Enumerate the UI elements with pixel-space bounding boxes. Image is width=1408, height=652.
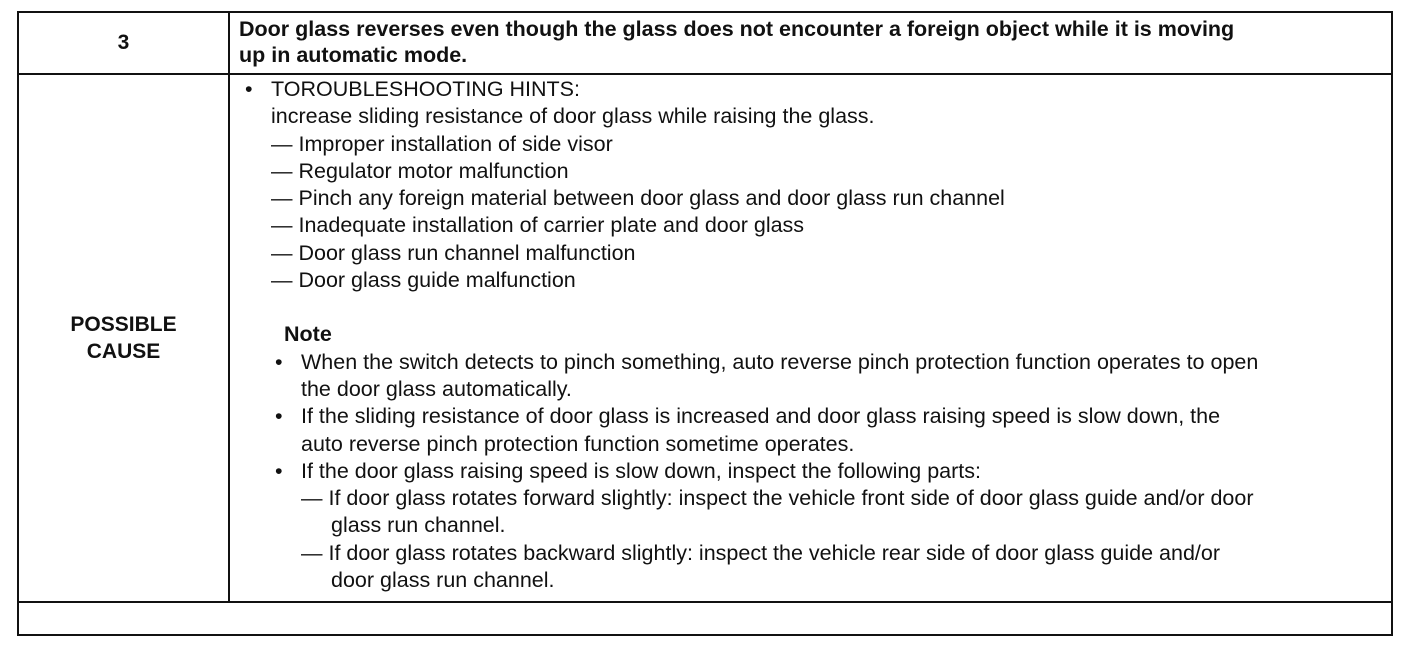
- note-item-line: auto reverse pinch protection function sometime operates.: [301, 431, 855, 456]
- bullet-icon: •: [275, 458, 283, 483]
- note-subitem-line: door glass run channel.: [331, 568, 555, 593]
- note-item-line: If the sliding resistance of door glass is increased and door glass raising speed is slow down, the: [301, 404, 1221, 429]
- bullet-icon: •: [275, 404, 283, 429]
- note-item-line: If the door glass raising speed is slow down, inspect the following parts:: [301, 458, 982, 483]
- symptom-title-line: up in automatic mode.: [239, 43, 468, 67]
- hint-item: — Door glass run channel malfunction: [271, 240, 636, 265]
- hint-item: — Improper installation of side visor: [271, 131, 613, 156]
- hint-item: — Pinch any foreign material between door glass and door glass run channel: [271, 186, 1005, 211]
- note-subitem-line: — If door glass rotates forward slightly: inspect the vehicle front side of door glass guide and/or door: [301, 486, 1254, 511]
- note-subitem-line: — If door glass rotates backward slightly: inspect the vehicle rear side of door glass guide and/or: [301, 540, 1221, 565]
- hints-intro: increase sliding resistance of door glass while raising the glass.: [271, 104, 875, 129]
- bullet-icon: •: [245, 77, 253, 101]
- cause-content: [243, 76, 1383, 594]
- note-item-line: When the switch detects to pinch something, auto reverse pinch protection function operates to open: [301, 349, 1259, 374]
- note-subitem-line: glass run channel.: [331, 513, 506, 538]
- hints-heading-row: [243, 76, 1383, 103]
- bullet-icon: •: [275, 349, 283, 374]
- note-title: Note: [284, 322, 332, 347]
- note-item-line: the door glass automatically.: [301, 376, 572, 401]
- note-item: [243, 403, 1383, 458]
- footer-divider: [19, 601, 1391, 603]
- hints-heading: TOROUBLESHOOTING HINTS:: [271, 77, 580, 101]
- column-divider: [228, 13, 230, 601]
- troubleshooting-table: [17, 11, 1393, 636]
- note-subitem: [243, 485, 1383, 540]
- header-divider: [19, 73, 1391, 75]
- symptom-title-line: Door glass reverses even though the glass does not encounter a foreign object while it is moving: [239, 17, 1235, 41]
- cause-label-line: CAUSE: [86, 340, 161, 363]
- hint-item: — Door glass guide malfunction: [271, 268, 576, 293]
- note-item: [243, 349, 1383, 404]
- row-number: 3: [117, 31, 130, 54]
- cause-label-line: POSSIBLE: [70, 313, 177, 336]
- note-item: [243, 458, 1383, 485]
- note-subitem: [243, 540, 1383, 595]
- hint-item: — Inadequate installation of carrier plate and door glass: [271, 213, 805, 238]
- possible-cause-label: [19, 311, 228, 365]
- symptom-title: [239, 16, 1379, 68]
- hint-item: — Regulator motor malfunction: [271, 158, 569, 183]
